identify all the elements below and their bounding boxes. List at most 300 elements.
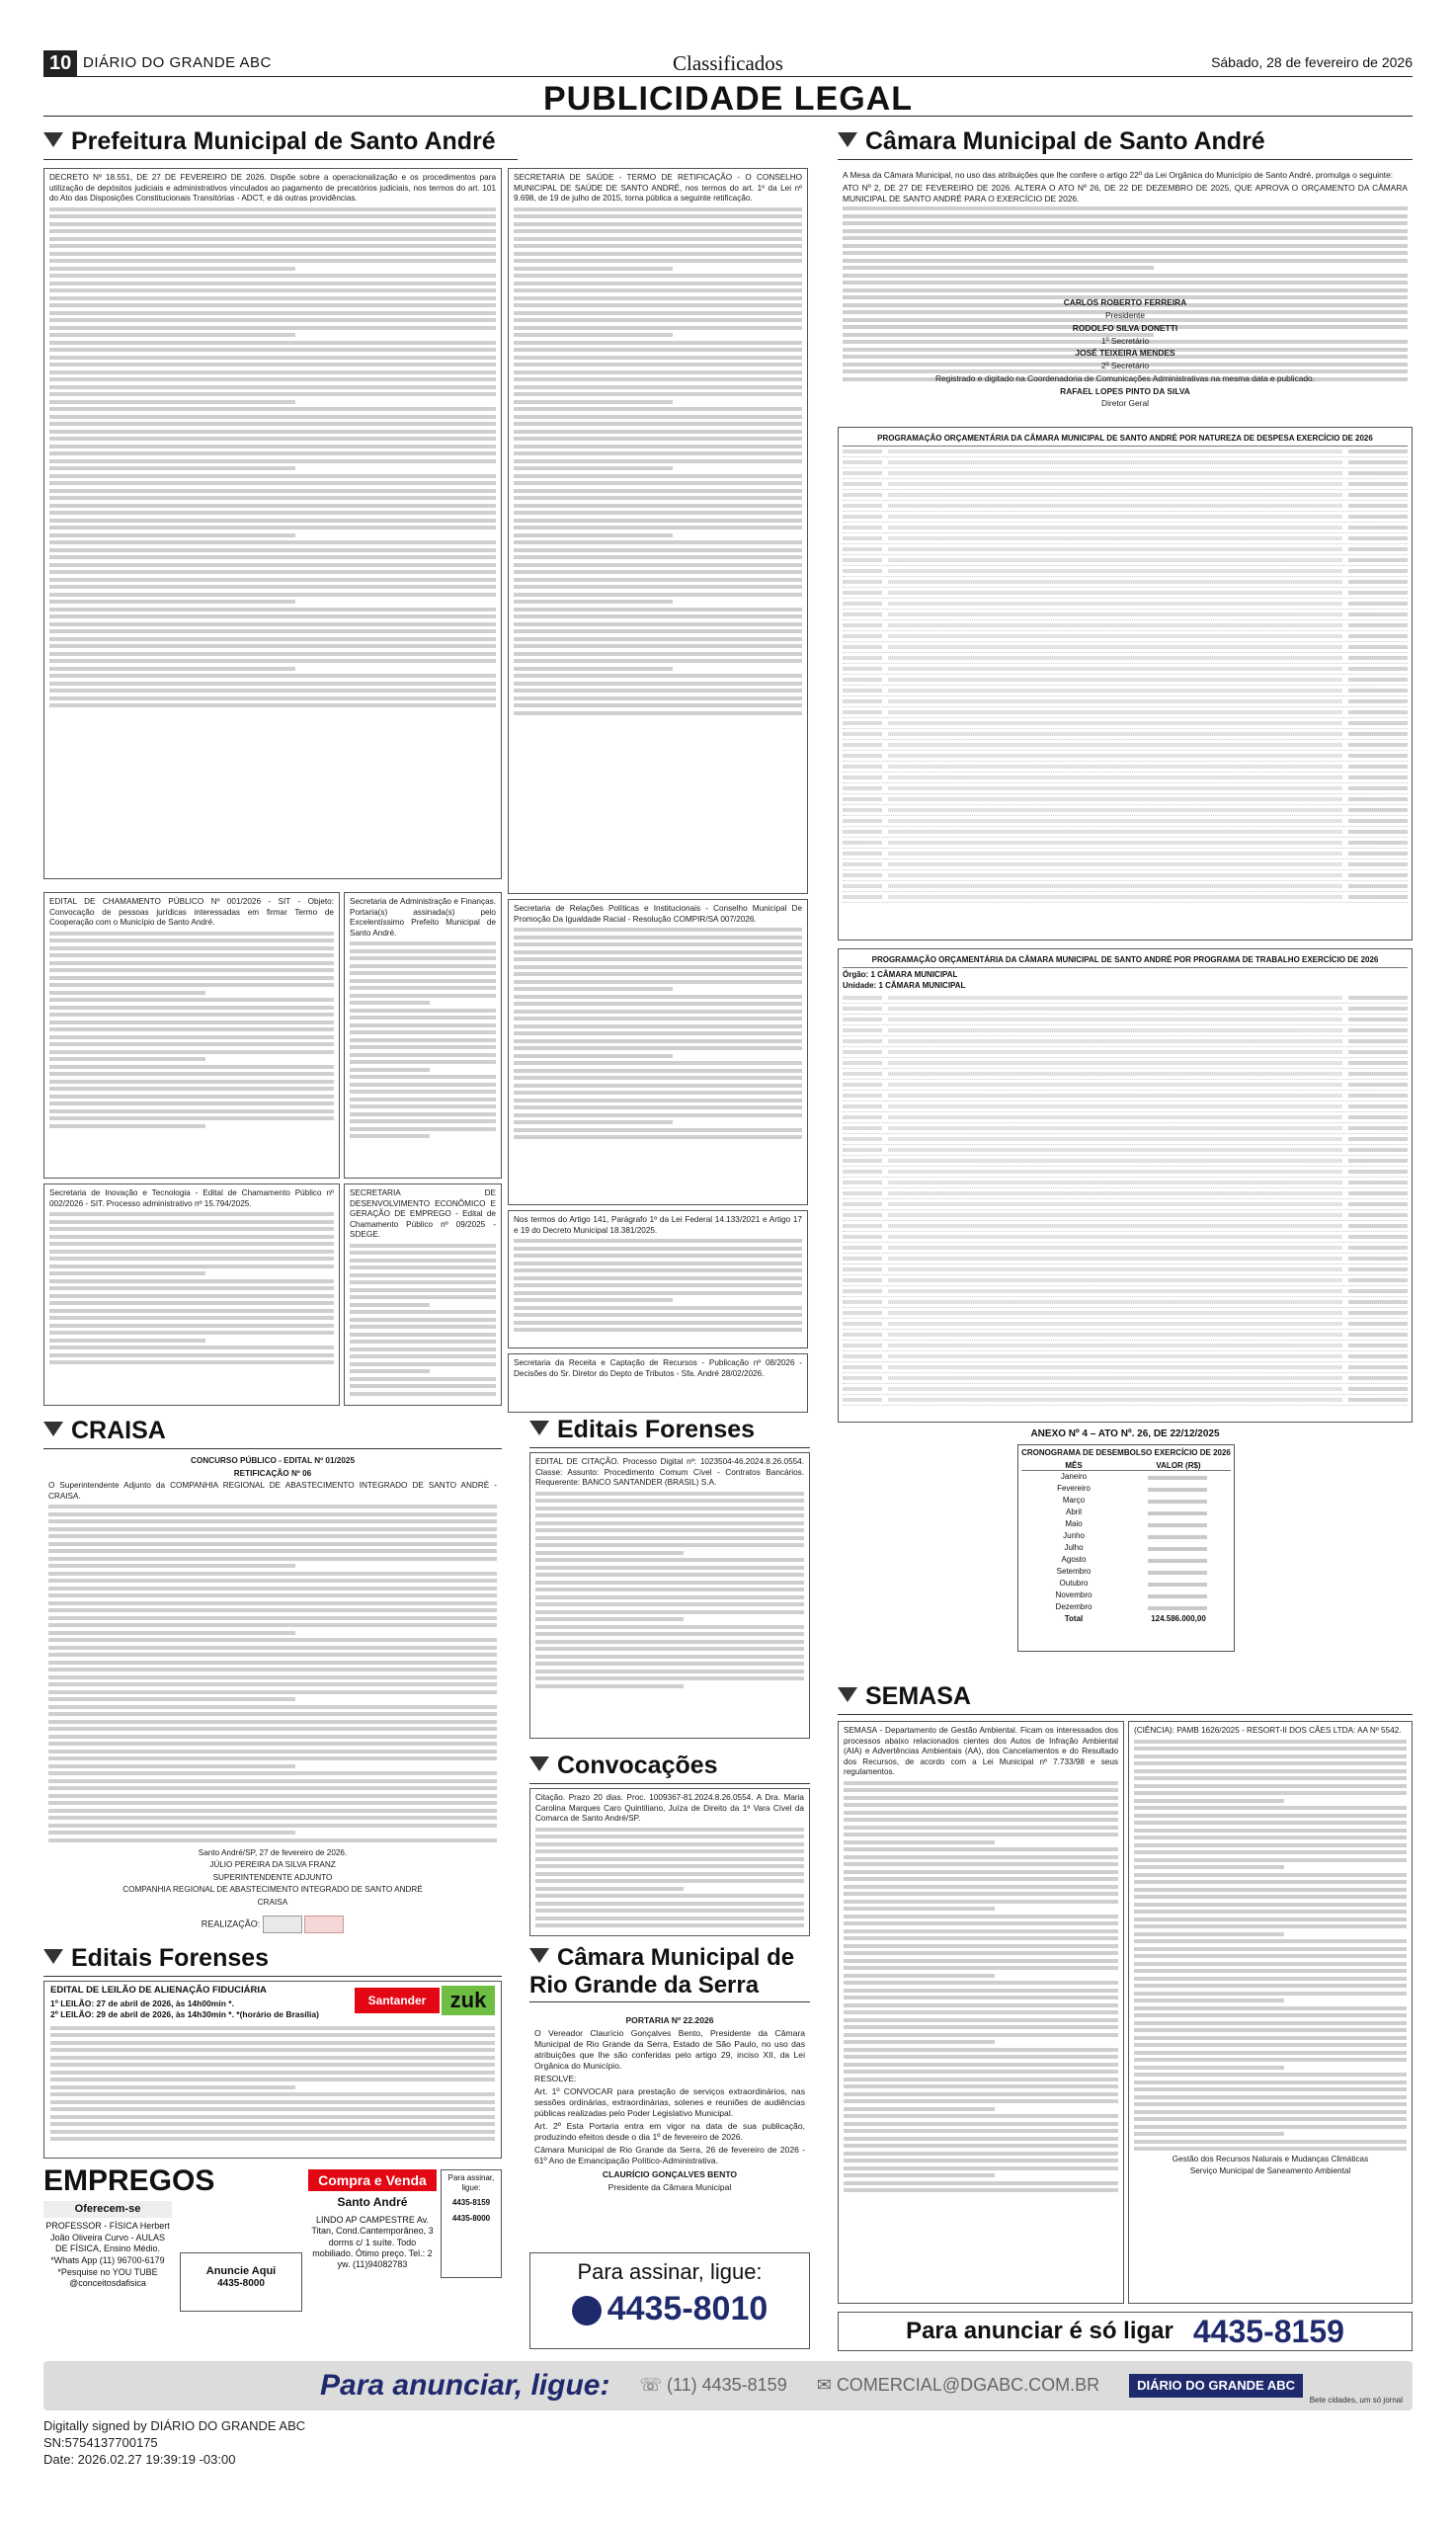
text-line: [49, 311, 496, 315]
table-cell: [1348, 1202, 1408, 1206]
text-line: [49, 1324, 334, 1328]
text-line: [514, 1313, 802, 1317]
text-line: [844, 2048, 1118, 2052]
text-line: [49, 629, 496, 633]
valor-cell: [1126, 1472, 1231, 1482]
table-cell: [1348, 830, 1408, 834]
assinar-box-small[interactable]: [441, 2169, 502, 2278]
table-cell: [888, 449, 1342, 453]
triangle-icon: [529, 1756, 549, 1771]
saude-text: SECRETARIA DE SAÚDE - TERMO DE RETIFICAÇÃO - O CONSELHO MUNICIPAL DE SAÚDE DE SANTO ANDRÉ, nos termos do art. 1º da Lei nº 9.698, de 19 de julho de 2015, torna pública a seguinte retificação.: [514, 173, 802, 203]
table-row: [843, 696, 1408, 707]
table-row: [843, 675, 1408, 686]
zuk-logo: zuk: [442, 1986, 495, 2015]
text-line: [844, 1877, 1118, 1881]
text-line: [1134, 2140, 1407, 2144]
budget-table-program-title: PROGRAMAÇÃO ORÇAMENTÁRIA DA CÂMARA MUNICIPAL DE SANTO ANDRÉ POR PROGRAMA DE TRABALHO EXERCÍCIO DE 2026: [843, 953, 1408, 968]
table-cell: [843, 1267, 882, 1271]
text-line: [514, 348, 802, 352]
text-line: [535, 1625, 804, 1629]
table-cell: [1348, 710, 1408, 714]
text-line: [49, 998, 334, 1002]
table-cell: [1348, 1311, 1408, 1315]
text-line: [535, 1595, 804, 1599]
whatsapp-icon: ☏: [639, 2375, 667, 2396]
text-line: [49, 932, 334, 936]
text-line: [48, 1631, 295, 1635]
text-line: [844, 2137, 1118, 2141]
text-line: [514, 987, 673, 991]
table-cell: [1348, 667, 1408, 671]
text-line: [50, 2078, 495, 2081]
saude-body: [514, 207, 802, 715]
cronograma-row: [1021, 1518, 1231, 1530]
budget-table-program-rows: [843, 993, 1408, 1406]
text-line: [49, 1109, 334, 1113]
text-line: [514, 466, 673, 470]
table-cell: [843, 536, 882, 540]
table-cell: [888, 1322, 1342, 1326]
text-line: [49, 1360, 334, 1364]
text-line: [350, 1259, 496, 1263]
text-line: [49, 252, 496, 256]
text-line: [49, 437, 496, 441]
table-row: [843, 468, 1408, 479]
table-cell: [843, 515, 882, 519]
text-line: [50, 2033, 495, 2037]
table-cell: [1348, 515, 1408, 519]
table-cell: [843, 569, 882, 573]
table-cell: [888, 602, 1342, 606]
text-line: [49, 938, 334, 942]
text-line: [50, 2085, 295, 2089]
text-line: [1134, 1917, 1407, 1921]
signer-2-role: 1º Secretário: [1100, 335, 1150, 346]
text-line: [49, 1020, 334, 1024]
table-row: [843, 838, 1408, 849]
text-line: [49, 519, 496, 523]
text-line: [48, 1831, 295, 1835]
text-line: [49, 1286, 334, 1290]
text-line: [1134, 1843, 1407, 1847]
table-cell: [888, 558, 1342, 562]
table-cell: [843, 493, 882, 497]
table-cell: [888, 1344, 1342, 1347]
table-row: [843, 642, 1408, 653]
mes-cell: Abril: [1065, 1508, 1082, 1517]
text-line: [48, 1742, 497, 1746]
table-cell: [1348, 689, 1408, 693]
text-line: [844, 2040, 995, 2044]
text-line: [1134, 1850, 1407, 1854]
valor-cell: [1126, 1484, 1231, 1494]
table-row: [843, 1221, 1408, 1232]
text-line: [49, 674, 496, 678]
text-line: [535, 1566, 804, 1570]
craisa-signer: JÚLIO PEREIRA DA SILVA FRANZ: [209, 1860, 336, 1869]
text-line: [535, 1842, 804, 1846]
text-line: [535, 1879, 804, 1883]
table-cell: [1348, 873, 1408, 877]
anunciar-banner[interactable]: [838, 2312, 1413, 2351]
table-cell: [1348, 819, 1408, 823]
cronograma-rows: [1021, 1471, 1231, 1625]
triangle-icon: [43, 132, 63, 147]
table-cell: [843, 1115, 882, 1119]
table-cell: [843, 1148, 882, 1152]
table-cell: [888, 786, 1342, 790]
page-header: [43, 47, 1413, 77]
text-line: [1134, 1895, 1407, 1899]
text-line: [48, 1593, 497, 1597]
text-line: [49, 326, 496, 330]
table-cell: [1348, 656, 1408, 660]
table-cell: [888, 1018, 1342, 1021]
table-row: [843, 533, 1408, 544]
text-line: [1134, 1829, 1407, 1833]
text-line: [844, 1915, 1118, 1918]
text-line: [843, 281, 1408, 285]
table-row: [843, 1091, 1408, 1101]
text-line: [49, 400, 295, 404]
text-line: [844, 1936, 1118, 1940]
text-line: [49, 1279, 334, 1283]
text-line: [535, 1588, 804, 1591]
text-line: [514, 318, 802, 322]
table-cell: [1348, 678, 1408, 682]
text-line: [48, 1824, 497, 1828]
table-cell: [1348, 895, 1408, 899]
table-cell: [1348, 1115, 1408, 1119]
text-line: [844, 1900, 1118, 1904]
table-row: [843, 479, 1408, 490]
text-line: [49, 1301, 334, 1305]
table-cell: [1348, 1246, 1408, 1250]
table-cell: [843, 1061, 882, 1065]
table-cell: [1348, 1137, 1408, 1141]
text-line: [843, 221, 1408, 225]
text-line: [49, 585, 496, 589]
craisa-date: Santo André/SP, 27 de fevereiro de 2026.: [198, 1847, 348, 1857]
text-line: [49, 1035, 334, 1039]
table-row: [843, 816, 1408, 827]
text-line: [49, 237, 496, 241]
text-line: [48, 1756, 497, 1760]
text-line: [514, 1247, 802, 1251]
artigo-block: [508, 1210, 808, 1348]
cronograma-row: [1021, 1542, 1231, 1554]
table-cell: [888, 1191, 1342, 1195]
semasa-right-body: [1134, 1740, 1407, 2152]
table-cell: [888, 699, 1342, 703]
text-line: [514, 377, 802, 381]
text-line: [844, 1826, 1118, 1830]
leilao-title: EDITAL DE LEILÃO DE ALIENAÇÃO FIDUCIÁRIA: [50, 1985, 267, 1996]
citacao-body: [535, 1492, 804, 1688]
text-line: [48, 1786, 497, 1790]
text-line: [514, 965, 802, 969]
text-line: [514, 1276, 802, 1280]
text-line: [514, 237, 802, 241]
table-cell: [1348, 775, 1408, 779]
table-cell: [888, 645, 1342, 649]
text-line: [49, 1057, 205, 1061]
text-line: [535, 1647, 804, 1651]
table-row: [843, 664, 1408, 675]
table-cell: [888, 1365, 1342, 1369]
text-line: [535, 1662, 804, 1666]
table-cell: [843, 558, 882, 562]
table-row: [843, 1297, 1408, 1308]
text-line: [49, 459, 496, 463]
text-line: [514, 644, 802, 648]
text-line: [1134, 2013, 1407, 2017]
table-cell: [843, 1072, 882, 1076]
text-line: [49, 333, 295, 337]
text-line: [514, 1002, 802, 1006]
phone-icon: [572, 2296, 602, 2325]
text-line: [49, 1042, 334, 1046]
text-line: [49, 533, 295, 537]
text-line: [49, 274, 496, 278]
table-cell: [843, 1344, 882, 1347]
table-row: [843, 1341, 1408, 1351]
craisa-subtitle: RETIFICAÇÃO Nº 06: [233, 1468, 312, 1478]
text-line: [48, 1572, 497, 1576]
table-cell: [843, 1181, 882, 1184]
table-cell: [843, 873, 882, 877]
section-camara-rgs: [529, 1944, 810, 2002]
table-cell: [888, 471, 1342, 475]
text-line: [1134, 1858, 1407, 1862]
camara-ato: ATO Nº 2, DE 27 DE FEVEREIRO DE 2026. ALTERA O ATO Nº 26, DE 22 DE DEZEMBRO DE 2025, QUE APROVA O ORÇAMENTO DA CÂMARA MUNICIPAL DE SANTO ANDRÉ PARA O EXERCÍCIO DE 2026.: [843, 182, 1408, 204]
text-line: [514, 474, 802, 478]
table-cell: [888, 1300, 1342, 1304]
table-row: [843, 577, 1408, 588]
santo-andre-label: Santo André: [337, 2195, 408, 2209]
table-cell: [888, 1398, 1342, 1402]
chamamento-block: [43, 892, 340, 1179]
text-line: [844, 1951, 1118, 1955]
text-line: [350, 1001, 430, 1005]
text-line: [844, 1974, 995, 1978]
text-line: [48, 1750, 497, 1754]
table-row: [843, 1123, 1408, 1134]
signature-date: Date: 2026.02.27 19:39:19 -03:00: [43, 2451, 236, 2467]
text-line: [49, 652, 496, 656]
text-line: [1134, 1791, 1407, 1795]
text-line: [49, 1050, 334, 1054]
text-line: [844, 1796, 1118, 1800]
text-line: [1134, 1888, 1407, 1892]
text-line: [350, 964, 496, 968]
table-cell: [888, 678, 1342, 682]
text-line: [514, 659, 802, 663]
text-line: [514, 229, 802, 233]
digital-signature: [43, 2418, 537, 2469]
table-cell: [1348, 1028, 1408, 1032]
table-row: [843, 631, 1408, 642]
text-line: [48, 1801, 497, 1805]
text-line: [350, 1280, 496, 1284]
table-cell: [843, 1322, 882, 1326]
table-row: [843, 457, 1408, 468]
text-line: [844, 1862, 1118, 1866]
table-cell: [888, 1311, 1342, 1315]
page-number: 10: [43, 50, 77, 76]
fazenda-text: Secretaria da Receita e Captação de Recursos - Publicação nº 08/2026 - Decisões do Sr. Diretor do Depto de Tributos - Sfa. André 28/02/2026.: [514, 1358, 802, 1378]
text-line: [49, 1220, 334, 1224]
table-cell: [843, 634, 882, 638]
text-line: [49, 489, 496, 493]
table-row: [843, 751, 1408, 762]
text-line: [514, 689, 802, 693]
mes-cell: Outubro: [1059, 1579, 1089, 1589]
valor-cell: [1126, 1543, 1231, 1553]
table-row: [843, 1167, 1408, 1178]
table-cell: [888, 1104, 1342, 1108]
table-row: [843, 783, 1408, 794]
empregos-title: EMPREGOS: [43, 2164, 215, 2197]
table-row: [843, 993, 1408, 1004]
mes-cell: Julho: [1064, 1543, 1084, 1553]
camara-intro: A Mesa da Câmara Municipal, no uso das atribuições que lhe confere o artigo 22º da Lei Orgânica do Município de Santo André, promulga o seguinte:: [843, 170, 1394, 180]
text-line: [48, 1549, 497, 1553]
text-line: [49, 622, 496, 626]
valor-cell: [1126, 1555, 1231, 1565]
text-line: [48, 1527, 497, 1531]
text-line: [48, 1608, 497, 1612]
text-line: [48, 1653, 497, 1657]
table-cell: [888, 1278, 1342, 1282]
text-line: [350, 1369, 430, 1373]
text-line: [514, 1254, 802, 1258]
decreto-block: [43, 168, 502, 879]
realization-label: REALIZAÇÃO:: [201, 1918, 261, 1929]
table-cell: [888, 493, 1342, 497]
leilao-date-1: 1º LEILÃO: 27 de abril de 2026, às 14h00min *.: [50, 1999, 234, 2009]
text-line: [1134, 2095, 1407, 2099]
text-line: [49, 415, 496, 419]
text-line: [514, 936, 802, 939]
text-line: [844, 1833, 1118, 1836]
budget-table-nature: [838, 427, 1413, 940]
table-row: [843, 1319, 1408, 1330]
table-cell: [1348, 797, 1408, 801]
desenvolvimento-block: [344, 1183, 502, 1406]
text-line: [1134, 2043, 1407, 2047]
text-line: [49, 1116, 334, 1120]
table-cell: [843, 732, 882, 736]
text-line: [844, 2181, 1118, 2185]
assinar-box-big[interactable]: [529, 2252, 810, 2349]
table-cell: [843, 1202, 882, 1206]
artigo-text: Nos termos do Artigo 141, Parágrafo 1º da Lei Federal 14.133/2021 e Artigo 17 e 19 do Decreto Municipal 18.381/2025.: [514, 1215, 802, 1235]
portaria-signer: CLAURÍCIO GONÇALVES BENTO: [602, 2169, 738, 2179]
text-line: [49, 659, 496, 663]
text-line: [350, 956, 496, 960]
text-line: [844, 2114, 1118, 2118]
table-cell: [843, 754, 882, 758]
anuncie-box[interactable]: [180, 2252, 302, 2312]
text-line: [514, 1306, 802, 1310]
table-cell: [888, 1235, 1342, 1239]
table-cell: [843, 1126, 882, 1130]
text-line: [49, 407, 496, 411]
text-line: [514, 282, 802, 286]
text-line: [49, 1212, 334, 1216]
portaria-intro: O Vereador Claurício Gonçalves Bento, Presidente da Câmara Municipal de Rio Grande da Serra, Estado de São Paulo, no uso das atribuições que lhe são conferidas pelo artigo 29, inciso XII, da Lei Orgânica do Município.: [534, 2028, 805, 2071]
text-line: [1134, 1784, 1407, 1788]
cronograma-row: [1021, 1578, 1231, 1590]
mes-header: MÊS: [1065, 1460, 1083, 1470]
leilao-ad: [43, 1981, 502, 2159]
text-line: [48, 1838, 497, 1842]
budget-table-program: [838, 948, 1413, 1423]
text-line: [1134, 2147, 1407, 2151]
text-line: [535, 1528, 804, 1532]
table-row: [843, 588, 1408, 599]
table-cell: [843, 667, 882, 671]
table-row: [843, 1101, 1408, 1112]
text-line: [514, 533, 673, 537]
table-cell: [843, 1376, 882, 1380]
text-line: [844, 1885, 1118, 1889]
text-line: [49, 1101, 334, 1105]
valor-cell: [1126, 1531, 1231, 1541]
relacoes-body: [514, 928, 802, 1139]
table-cell: [888, 689, 1342, 693]
portaria-local: Câmara Municipal de Rio Grande da Serra, 26 de fevereiro de 2026 - 61º Ano de Emancipação Político-Administrativa.: [534, 2145, 805, 2165]
anexo-title: ANEXO Nº 4 – ATO Nº. 26, DE 22/12/2025: [1030, 1428, 1220, 1439]
text-line: [49, 1006, 334, 1010]
table-cell: [843, 1235, 882, 1239]
craisa-body: O Superintendente Adjunto da COMPANHIA REGIONAL DE ABASTECIMENTO INTEGRADO DE SANTO ANDRÉ - CRAISA.: [48, 1481, 497, 1501]
table-cell: [1348, 884, 1408, 888]
table-cell: [843, 1311, 882, 1315]
text-line: [844, 1811, 1118, 1815]
craisa-company: COMPANHIA REGIONAL DE ABASTECIMENTO INTEGRADO DE SANTO ANDRÉ: [122, 1885, 423, 1894]
text-line: [49, 392, 496, 396]
text-line: [49, 222, 496, 226]
text-line: [514, 422, 802, 426]
table-row: [843, 794, 1408, 805]
table-cell: [888, 1246, 1342, 1250]
text-line: [350, 1009, 496, 1013]
text-line: [48, 1779, 497, 1783]
desenvolvimento-text: SECRETARIA DE DESENVOLVIMENTO ECONÔMICO E GERAÇÃO DE EMPREGO - Edital de Chamamento Público nº 09/2025 - SDEGE.: [350, 1188, 496, 1239]
text-line: [535, 1849, 804, 1853]
text-line: [514, 445, 802, 449]
artigo-body: [514, 1239, 802, 1332]
text-line: [49, 1072, 334, 1076]
table-cell: [843, 1094, 882, 1098]
text-line: [49, 214, 496, 218]
text-line: [843, 236, 1408, 240]
text-line: [48, 1712, 497, 1716]
text-line: [844, 1788, 1118, 1792]
text-line: [49, 259, 496, 263]
text-line: [514, 614, 802, 618]
table-row: [843, 1308, 1408, 1319]
footer-ad-banner[interactable]: [43, 2361, 1413, 2410]
text-line: [350, 1060, 496, 1064]
table-row: [843, 653, 1408, 664]
table-cell: [843, 721, 882, 725]
table-row: [843, 599, 1408, 610]
text-line: [50, 2041, 495, 2045]
table-row: [843, 1199, 1408, 1210]
